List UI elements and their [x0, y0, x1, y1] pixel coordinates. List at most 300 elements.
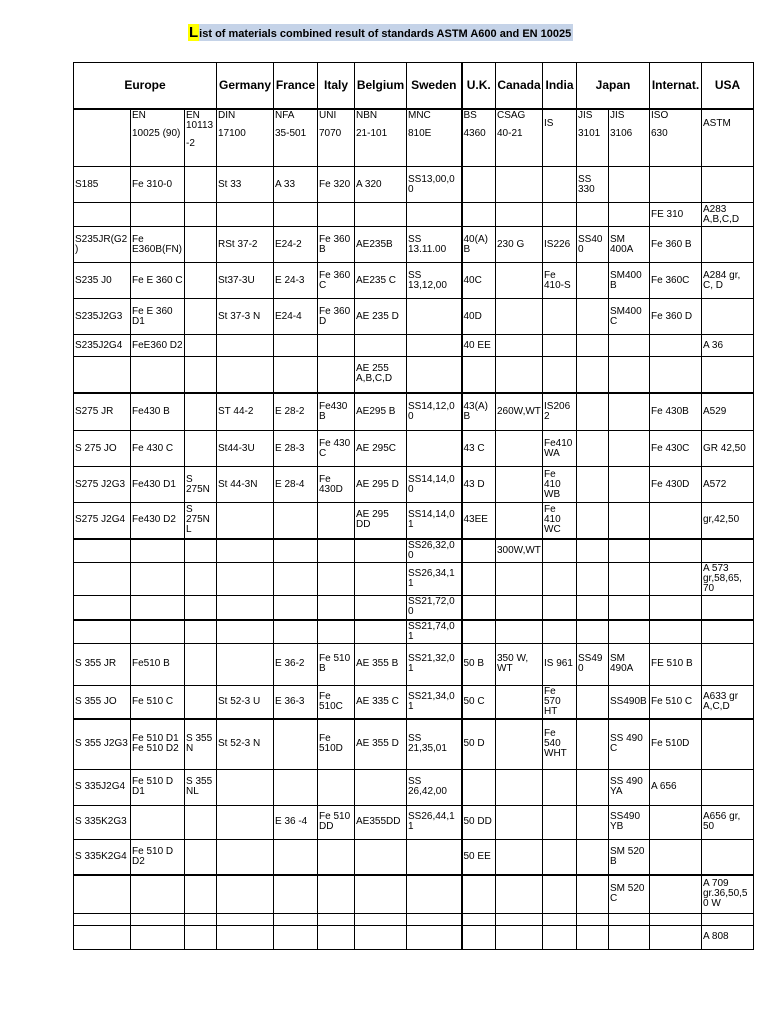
table-cell — [496, 839, 543, 875]
table-cell: E 28-3 — [274, 431, 318, 467]
standard-cell — [462, 109, 496, 167]
materials-table — [73, 62, 754, 950]
table-cell — [702, 299, 754, 335]
standard-cell — [702, 109, 754, 167]
table-cell — [185, 620, 217, 644]
table-cell: Fe 510 D D2 — [131, 839, 185, 875]
table-row — [74, 563, 754, 596]
table-cell: S 355 JO — [74, 685, 131, 719]
table-cell: Fe430 D1 — [131, 467, 185, 503]
table-cell — [609, 203, 650, 227]
table-cell — [702, 167, 754, 203]
table-row — [74, 167, 754, 203]
table-cell: S235J2G3 — [74, 299, 131, 335]
table-cell: AE 295 D — [355, 467, 407, 503]
standard-line: NFA — [275, 109, 295, 121]
table-cell — [185, 167, 217, 203]
table-row — [74, 643, 754, 685]
table-cell — [318, 503, 355, 539]
table-cell — [74, 596, 131, 620]
table-cell — [496, 299, 543, 335]
table-cell — [185, 393, 217, 431]
table-cell — [355, 925, 407, 949]
table-cell: St 44-3N — [217, 467, 274, 503]
table-cell — [185, 596, 217, 620]
table-row — [74, 875, 754, 913]
table-row — [74, 685, 754, 719]
table-cell — [496, 913, 543, 925]
table-cell: S235JR(G2) — [74, 227, 131, 263]
table-cell — [543, 769, 577, 805]
table-cell — [609, 167, 650, 203]
table-cell: Fe 360 B — [318, 227, 355, 263]
table-cell — [407, 925, 462, 949]
table-cell: E 36-2 — [274, 643, 318, 685]
table-cell — [185, 643, 217, 685]
standard-cell — [74, 109, 131, 167]
table-cell: A633 gr A,C,D — [702, 685, 754, 719]
table-cell: AE 235 D — [355, 299, 407, 335]
table-cell — [543, 875, 577, 913]
table-cell — [577, 539, 609, 563]
table-cell — [355, 596, 407, 620]
table-cell — [462, 539, 496, 563]
table-cell — [577, 925, 609, 949]
table-cell: gr,42,50 — [702, 503, 754, 539]
table-cell — [185, 685, 217, 719]
table-cell — [185, 431, 217, 467]
table-cell: SS 330 — [577, 167, 609, 203]
table-cell: AE235 C — [355, 263, 407, 299]
table-cell: SS26,44,11 — [407, 805, 462, 839]
table-cell — [577, 357, 609, 393]
standard-line: 7070 — [319, 127, 342, 139]
table-cell: E 28-2 — [274, 393, 318, 431]
table-cell — [543, 805, 577, 839]
table-cell — [650, 335, 702, 357]
table-cell — [702, 643, 754, 685]
table-cell: Fe 430B — [650, 393, 702, 431]
table-cell: SS26,32,00 — [407, 539, 462, 563]
table-cell — [543, 335, 577, 357]
table-cell: Fe430 B — [131, 393, 185, 431]
table-cell — [462, 596, 496, 620]
country-header: Internat. — [650, 63, 702, 109]
standard-cell — [217, 109, 274, 167]
table-cell — [609, 357, 650, 393]
table-cell — [185, 563, 217, 596]
table-cell — [407, 203, 462, 227]
table-cell: S 355 NL — [185, 769, 217, 805]
table-cell — [407, 913, 462, 925]
table-cell — [131, 913, 185, 925]
table-cell — [650, 925, 702, 949]
standard-line: 35-501 — [275, 127, 307, 139]
table-cell: SM400B — [609, 263, 650, 299]
table-cell: S235J2G4 — [74, 335, 131, 357]
table-cell: AE355DD — [355, 805, 407, 839]
standard-line: UNI — [319, 109, 337, 121]
table-cell — [217, 503, 274, 539]
table-cell — [74, 563, 131, 596]
table-cell — [650, 805, 702, 839]
table-cell: 40(A)B — [462, 227, 496, 263]
table-cell: SS14,12,00 — [407, 393, 462, 431]
table-cell: SM 520 C — [609, 875, 650, 913]
table-cell — [702, 839, 754, 875]
table-cell — [131, 563, 185, 596]
table-cell: S 335K2G3 — [74, 805, 131, 839]
standard-cell — [496, 109, 543, 167]
table-cell — [185, 263, 217, 299]
table-cell: Fe510 B — [131, 643, 185, 685]
standard-line: 40-21 — [497, 127, 523, 139]
table-cell: St 52-3 U — [217, 685, 274, 719]
table-row — [74, 335, 754, 357]
table-cell: E24-4 — [274, 299, 318, 335]
standard-line: MNC — [408, 109, 431, 121]
table-cell — [577, 335, 609, 357]
title-text: ist of materials combined result of standards ASTM A600 and EN 10025 — [199, 28, 572, 40]
table-cell: S 275N — [185, 467, 217, 503]
table-cell: AE295 B — [355, 393, 407, 431]
table-cell: S 355 JR — [74, 643, 131, 685]
table-cell — [185, 357, 217, 393]
table-cell — [496, 563, 543, 596]
table-cell: A572 — [702, 467, 754, 503]
table-cell — [74, 620, 131, 644]
table-cell: Fe 510 D D1 — [131, 769, 185, 805]
table-cell — [185, 839, 217, 875]
table-cell — [609, 335, 650, 357]
table-cell: 50 B — [462, 643, 496, 685]
table-cell: S 355 J2G3 — [74, 719, 131, 769]
table-cell: AE235B — [355, 227, 407, 263]
table-cell — [577, 839, 609, 875]
table-cell — [217, 839, 274, 875]
table-cell — [318, 335, 355, 357]
table-cell — [407, 875, 462, 913]
table-cell — [650, 620, 702, 644]
table-cell — [318, 913, 355, 925]
table-cell: Fe 430 C — [131, 431, 185, 467]
table-row — [74, 839, 754, 875]
table-row — [74, 203, 754, 227]
table-cell: E 36 -4 — [274, 805, 318, 839]
standard-line: CSAG — [497, 109, 526, 121]
table-cell — [650, 167, 702, 203]
table-cell — [496, 431, 543, 467]
table-cell — [462, 563, 496, 596]
table-cell — [609, 620, 650, 644]
table-cell — [74, 539, 131, 563]
standard-line: 3106 — [610, 127, 633, 139]
standard-cell — [185, 109, 217, 167]
table-cell — [274, 913, 318, 925]
table-cell — [496, 685, 543, 719]
table-row — [74, 227, 754, 263]
table-cell — [702, 913, 754, 925]
table-cell: S275 J2G4 — [74, 503, 131, 539]
table-cell — [577, 596, 609, 620]
country-header: Europe — [74, 63, 217, 109]
standard-line: JIS — [610, 109, 625, 121]
table-cell — [274, 335, 318, 357]
table-cell — [702, 357, 754, 393]
table-cell — [185, 875, 217, 913]
table-cell: A 33 — [274, 167, 318, 203]
table-cell: SS 21,35,01 — [407, 719, 462, 769]
table-cell — [702, 769, 754, 805]
table-cell: Fe 430D — [318, 467, 355, 503]
standard-line: ASTM — [703, 117, 731, 129]
table-row — [74, 596, 754, 620]
table-cell: Fe 430D — [650, 467, 702, 503]
table-cell — [274, 539, 318, 563]
table-cell — [577, 913, 609, 925]
table-cell — [702, 596, 754, 620]
table-cell — [702, 719, 754, 769]
table-cell: IS2062 — [543, 393, 577, 431]
table-cell — [577, 467, 609, 503]
table-cell — [74, 913, 131, 925]
table-cell: 230 G — [496, 227, 543, 263]
table-cell — [496, 335, 543, 357]
table-cell: A283 A,B,C,D — [702, 203, 754, 227]
country-header: Sweden — [407, 63, 462, 109]
table-cell — [274, 769, 318, 805]
table-cell: SS13,00,00 — [407, 167, 462, 203]
table-cell: SS14,14,00 — [407, 467, 462, 503]
table-cell — [217, 563, 274, 596]
table-cell — [543, 539, 577, 563]
table-cell: E 24-3 — [274, 263, 318, 299]
standard-line: EN 10113 — [186, 109, 214, 131]
table-cell — [355, 620, 407, 644]
table-cell — [355, 875, 407, 913]
standard-cell — [407, 109, 462, 167]
table-cell: SS490B — [609, 685, 650, 719]
table-cell — [577, 769, 609, 805]
table-cell — [577, 203, 609, 227]
table-cell — [217, 357, 274, 393]
table-cell — [462, 925, 496, 949]
table-cell — [74, 925, 131, 949]
table-cell — [131, 925, 185, 949]
table-cell: Fe 360 C — [318, 263, 355, 299]
table-cell: SS21,74,01 — [407, 620, 462, 644]
table-cell — [217, 335, 274, 357]
table-cell — [609, 467, 650, 503]
table-cell — [185, 299, 217, 335]
table-cell — [543, 596, 577, 620]
table-cell: SM 490A — [609, 643, 650, 685]
table-cell — [543, 913, 577, 925]
table-cell — [318, 563, 355, 596]
table-cell: Fe 510D — [650, 719, 702, 769]
table-cell: Fe 510 D1 Fe 510 D2 — [131, 719, 185, 769]
standard-line: NBN — [356, 109, 378, 121]
table-cell: S 275 JO — [74, 431, 131, 467]
table-cell — [577, 620, 609, 644]
table-cell: S 275NL — [185, 503, 217, 539]
table-cell: GR 42,50 — [702, 431, 754, 467]
table-cell — [185, 539, 217, 563]
table-cell: Fe E360B(FN) — [131, 227, 185, 263]
table-cell: ST 44-2 — [217, 393, 274, 431]
table-cell — [318, 620, 355, 644]
table-cell — [274, 596, 318, 620]
table-cell — [543, 203, 577, 227]
table-cell — [577, 685, 609, 719]
table-cell — [355, 539, 407, 563]
table-cell: 43 D — [462, 467, 496, 503]
table-cell — [217, 203, 274, 227]
table-cell: 350 W, WT — [496, 643, 543, 685]
table-cell — [577, 503, 609, 539]
table-cell — [650, 503, 702, 539]
table-cell: A 573 gr,58,65, 70 — [702, 563, 754, 596]
table-cell: Fe 430 C — [318, 431, 355, 467]
table-cell: E24-2 — [274, 227, 318, 263]
table-row — [74, 719, 754, 769]
table-cell: S275 JR — [74, 393, 131, 431]
table-cell — [131, 875, 185, 913]
table-cell: SM 520 B — [609, 839, 650, 875]
table-cell — [318, 925, 355, 949]
table-cell — [274, 503, 318, 539]
table-cell: S 335K2G4 — [74, 839, 131, 875]
table-cell: Fe 430C — [650, 431, 702, 467]
table-cell — [355, 769, 407, 805]
table-cell — [650, 913, 702, 925]
standard-cell — [355, 109, 407, 167]
standards-header-row — [74, 109, 754, 167]
table-cell: A 709 gr.36,50,50 W — [702, 875, 754, 913]
table-cell — [650, 596, 702, 620]
table-row — [74, 393, 754, 431]
table-cell: SS490 YB — [609, 805, 650, 839]
table-cell: SS26,34,11 — [407, 563, 462, 596]
table-cell — [131, 596, 185, 620]
table-row — [74, 263, 754, 299]
table-cell: Fe 540 WHT — [543, 719, 577, 769]
table-cell: Fe 360C — [650, 263, 702, 299]
table-cell: S185 — [74, 167, 131, 203]
table-cell: SS14,14,01 — [407, 503, 462, 539]
table-cell — [577, 393, 609, 431]
standard-line: IS — [544, 117, 554, 129]
table-cell — [702, 539, 754, 563]
table-cell: Fe 510 C — [131, 685, 185, 719]
table-cell: FE 510 B — [650, 643, 702, 685]
table-cell — [496, 769, 543, 805]
table-cell: A 656 — [650, 769, 702, 805]
table-cell — [74, 203, 131, 227]
table-cell: S 355 N — [185, 719, 217, 769]
table-cell — [274, 925, 318, 949]
table-cell: A529 — [702, 393, 754, 431]
table-cell: E 28-4 — [274, 467, 318, 503]
country-header: France — [274, 63, 318, 109]
table-cell — [407, 357, 462, 393]
standard-cell — [318, 109, 355, 167]
standard-line: 10025 (90) — [132, 127, 181, 139]
table-cell — [609, 431, 650, 467]
country-header-row — [74, 63, 754, 109]
standard-cell — [274, 109, 318, 167]
table-cell: RSt 37-2 — [217, 227, 274, 263]
table-cell: AE 355 B — [355, 643, 407, 685]
table-row — [74, 357, 754, 393]
table-cell — [318, 596, 355, 620]
table-cell — [217, 875, 274, 913]
table-cell — [496, 467, 543, 503]
table-cell — [577, 299, 609, 335]
table-cell — [577, 263, 609, 299]
table-cell: Fe430B — [318, 393, 355, 431]
country-header: Belgium — [355, 63, 407, 109]
table-cell: IS 961 — [543, 643, 577, 685]
table-cell: Fe 510 B — [318, 643, 355, 685]
country-header: U.K. — [462, 63, 496, 109]
table-cell — [543, 839, 577, 875]
table-cell: SS 13,12,00 — [407, 263, 462, 299]
table-cell: S275 J2G3 — [74, 467, 131, 503]
table-row — [74, 913, 754, 925]
table-cell: SS21,34,01 — [407, 685, 462, 719]
table-cell — [74, 875, 131, 913]
table-cell — [462, 620, 496, 644]
table-cell — [609, 925, 650, 949]
table-row — [74, 925, 754, 949]
table-cell — [577, 431, 609, 467]
table-cell — [496, 596, 543, 620]
table-cell: Fe 360 D — [650, 299, 702, 335]
table-cell: SS 490 YA — [609, 769, 650, 805]
standard-line: 630 — [651, 127, 668, 139]
table-cell: Fe E 360 C — [131, 263, 185, 299]
table-cell: 300W,WT — [496, 539, 543, 563]
table-cell — [650, 563, 702, 596]
table-row — [74, 805, 754, 839]
table-cell: FeE360 D2 — [131, 335, 185, 357]
table-cell — [407, 431, 462, 467]
table-cell: St37-3U — [217, 263, 274, 299]
table-cell: 40C — [462, 263, 496, 299]
table-cell: 43 C — [462, 431, 496, 467]
table-cell — [543, 620, 577, 644]
table-cell: SS21,32,01 — [407, 643, 462, 685]
table-cell: A284 gr, C, D — [702, 263, 754, 299]
table-cell — [131, 203, 185, 227]
table-cell — [702, 620, 754, 644]
table-cell — [274, 875, 318, 913]
table-cell — [185, 335, 217, 357]
table-cell — [462, 875, 496, 913]
table-cell: SS 490 C — [609, 719, 650, 769]
table-row — [74, 620, 754, 644]
table-cell: A 36 — [702, 335, 754, 357]
standard-line: 21-101 — [356, 127, 388, 139]
standard-line: EN — [132, 109, 146, 121]
table-cell — [185, 203, 217, 227]
table-cell: SS 26,42,00 — [407, 769, 462, 805]
table-cell: 40D — [462, 299, 496, 335]
table-cell — [355, 839, 407, 875]
table-cell — [274, 203, 318, 227]
table-cell: SS490 — [577, 643, 609, 685]
